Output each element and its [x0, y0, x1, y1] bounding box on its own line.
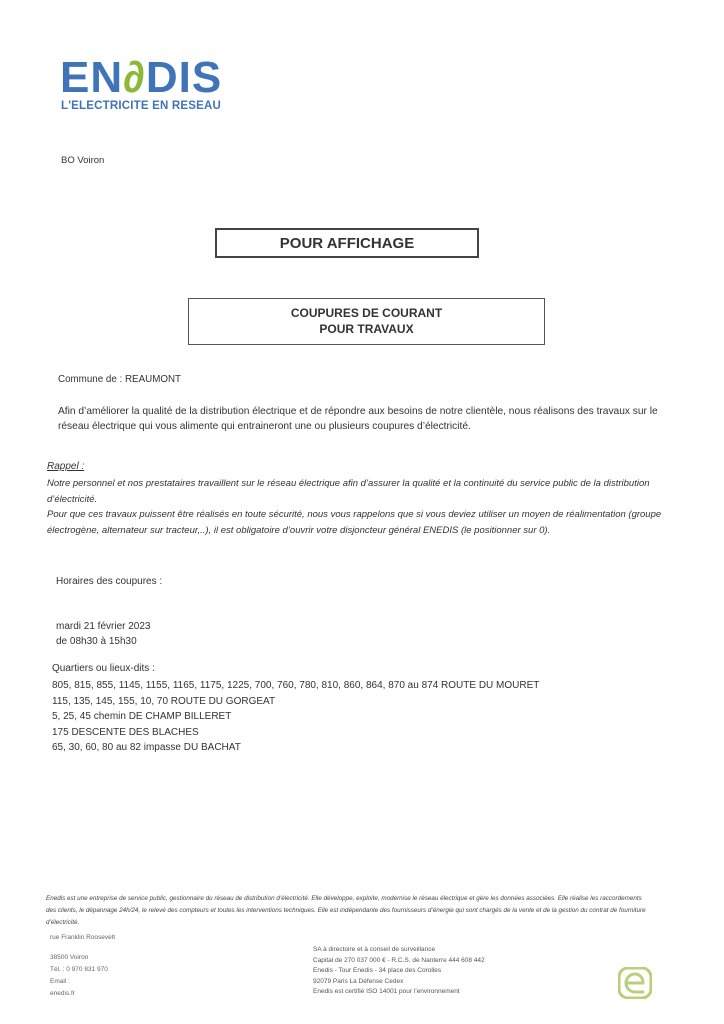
outage-time: de 08h30 à 15h30: [56, 636, 137, 647]
corp-line: Enedis est certifié ISO 14001 pour l’environnement: [313, 988, 460, 995]
quartiers-title: Quartiers ou lieux-dits :: [52, 663, 155, 674]
address-city: 38500 Voiron: [50, 954, 89, 961]
rappel-paragraph-1: Notre personnel et nos prestataires travaillent sur le réseau électrique afin d’assurer la qualité et la continuité du service public de la distribution d’électricité.: [47, 478, 650, 505]
email-label: Email :: [50, 978, 70, 985]
places-list: [52, 678, 539, 756]
corp-line: Capital de 270 037 000 € - R.C.S. de Nanterre 444 608 442: [313, 956, 485, 964]
place-line: 175 DESCENTE DES BLACHES: [52, 726, 199, 738]
notice-title: POUR AFFICHAGE: [279, 235, 415, 252]
website-link[interactable]: enedis.fr: [50, 990, 75, 997]
rappel-block: [47, 476, 667, 538]
address-street: rue Franklin Roosevelt: [50, 934, 116, 941]
corp-line: Enedis - Tour Enedis - 34 place des Corolles: [313, 967, 442, 974]
enedis-logo: EN∂DIS: [60, 53, 223, 102]
office-name: BO Voiron: [61, 155, 105, 166]
corporate-info: [313, 945, 485, 998]
place-line: 65, 30, 60, 80 au 82 impasse DU BACHAT: [52, 742, 241, 753]
horaires-title: Horaires des coupures :: [56, 576, 163, 587]
office-address: [50, 932, 115, 1000]
rappel-paragraph-2: Pour que ces travaux puissent être réalisés en toute sécurité, nous vous rappelons que si vous deviez utiliser un moyen de réalimentation (groupe électrogène, alternateur sur tracteur,..), il est obligatoire d’ouvrir votre disjoncteur général ENEDIS (le positionner sur 0).: [47, 509, 662, 536]
rappel-title: Rappel :: [47, 461, 85, 472]
logo-tagline: L'ELECTRICITE EN RESEAU: [61, 100, 222, 112]
outage-schedule: [56, 619, 151, 649]
place-line: 115, 135, 145, 155, 10, 70 ROUTE DU GORGEAT: [52, 695, 276, 707]
notice-subtitle-box: [188, 298, 545, 345]
legal-notice: Enedis est une entreprise de service public, gestionnaire du réseau de distribution d’électricité. Elle développe, exploite, modernise le réseau électrique et gère les données associées. Elle réalise les raccordements des clients, le dépannage 24h/24, le relevé des compteurs et toutes les interventions techniques. Elle est indépendante des fournisseurs d’énergie qui sont chargés de la vente et de la gestion du contrat de fourniture d’électricité.: [46, 895, 646, 926]
corp-line: 92079 Paris La Défense Cedex: [313, 977, 404, 985]
notice-subtitle-line1: COUPURES DE COURANT: [290, 306, 443, 320]
phone: Tél. : 0 970 831 970: [50, 966, 108, 973]
intro-paragraph: Afin d’améliorer la qualité de la distribution électrique et de répondre aux besoins de notre clientèle, nous réalisons des travaux sur le réseau électrique qui vous alimente qui entraineront une ou plusieurs coupures d’électricité.: [58, 406, 658, 432]
notice-title-box: [215, 228, 479, 258]
place-line: 805, 815, 855, 1145, 1155, 1165, 1175, 1225, 700, 760, 780, 810, 860, 864, 870 au 874 ROUTE DU MOURET: [52, 680, 540, 691]
corp-line: SA à directoire et à conseil de surveillance: [313, 946, 436, 953]
commune-line: Commune de : REAUMONT: [58, 374, 182, 385]
place-line: 5, 25, 45 chemin DE CHAMP BILLERET: [52, 711, 232, 722]
enedis-e-logo-icon: [618, 967, 652, 999]
notice-subtitle-line2: POUR TRAVAUX: [319, 322, 414, 336]
outage-date: mardi 21 février 2023: [56, 621, 151, 632]
